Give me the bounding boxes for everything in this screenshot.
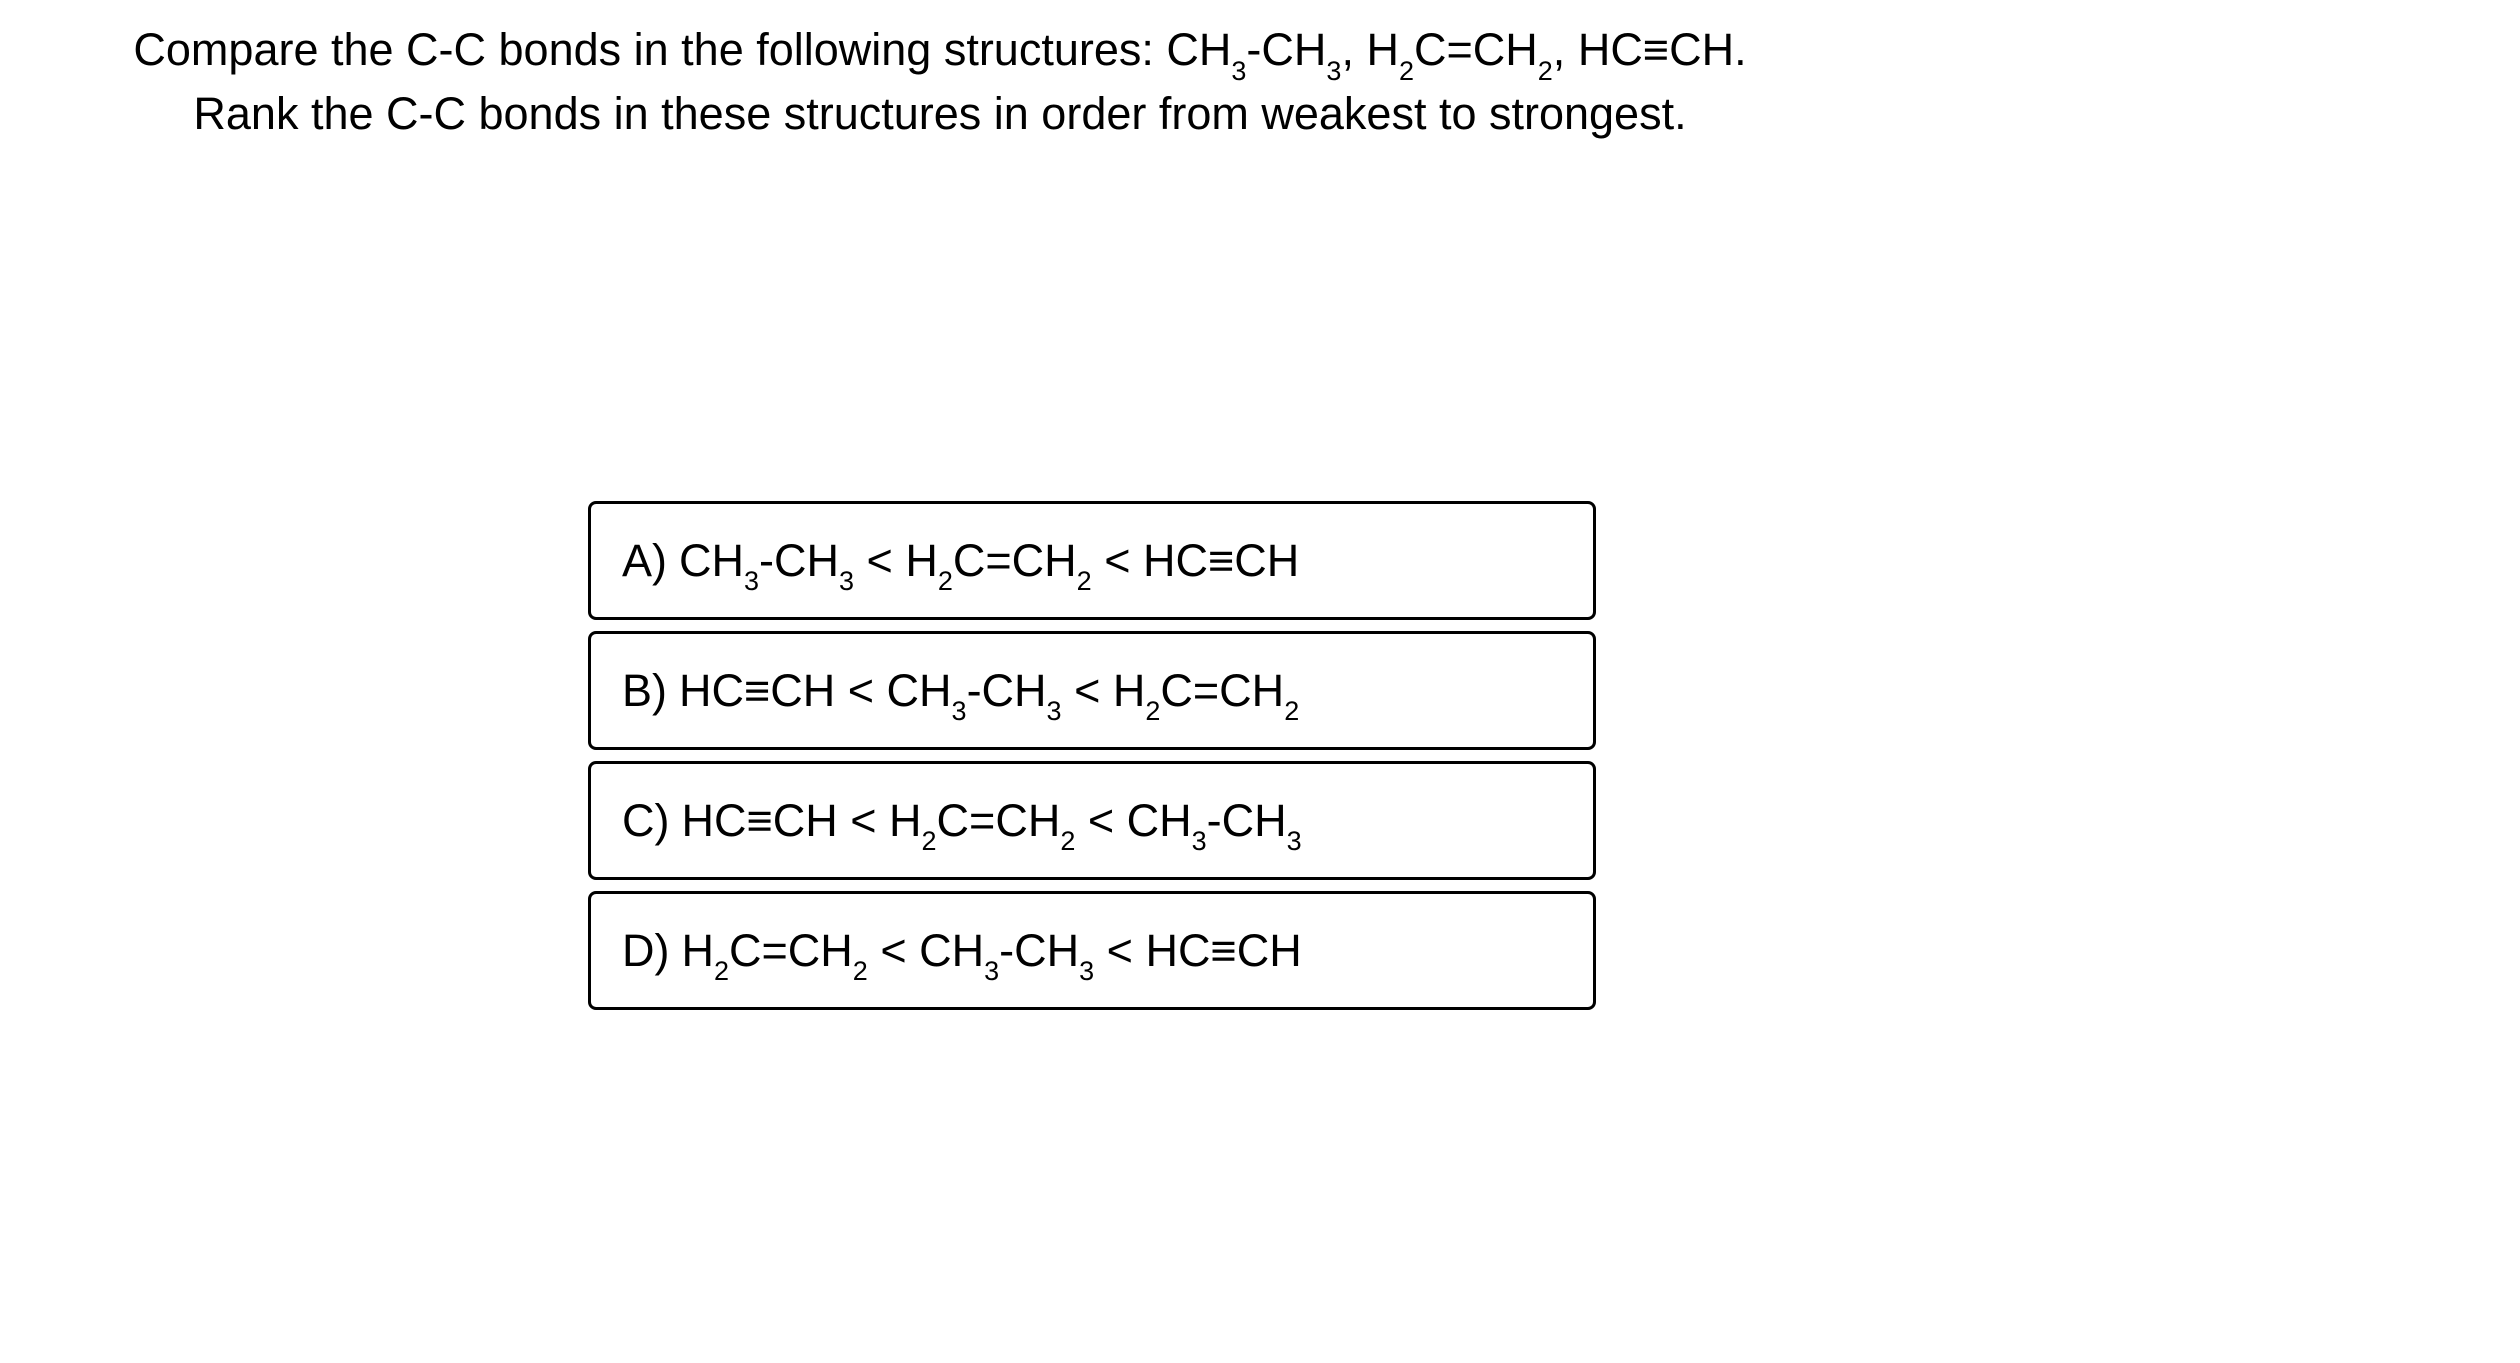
formula-text: < CH [1075, 794, 1192, 846]
formula-subscript: 3 [1231, 55, 1247, 86]
option-b-button[interactable] [588, 631, 1596, 750]
formula-text: -CH [759, 534, 840, 586]
option-b-formula [679, 664, 1300, 727]
formula-text: -CH [1246, 24, 1327, 75]
formula-subscript: 3 [839, 566, 855, 597]
question-prefix: Compare the C-C bonds in the following structures: [133, 24, 1167, 75]
formula-subscript: 3 [1286, 826, 1302, 857]
formula-text: CH [1166, 24, 1232, 75]
question-compounds [1166, 24, 1747, 86]
formula-subscript: 3 [744, 566, 760, 597]
formula-subscript: 2 [1398, 55, 1414, 86]
formula-text: < HC≡CH [1091, 534, 1300, 586]
option-d-button[interactable] [588, 891, 1596, 1010]
formula-subscript: 3 [1046, 696, 1062, 727]
option-a-formula [679, 534, 1300, 597]
formula-text: < CH [867, 924, 985, 976]
formula-text: C=CH [729, 924, 853, 976]
formula-subscript: 3 [984, 956, 1000, 987]
formula-text: H [1353, 24, 1399, 75]
formula-text: C=CH [936, 794, 1061, 846]
formula-subscript: 2 [1284, 696, 1300, 727]
formula-text: -CH [1206, 794, 1287, 846]
formula-subscript: 2 [1060, 826, 1076, 857]
formula-subscript: 2 [1537, 55, 1553, 86]
formula-text: < HC≡CH [1094, 924, 1302, 976]
formula-text: C=CH [952, 534, 1077, 586]
answer-options [588, 501, 1596, 1021]
formula-text: , [1552, 24, 1566, 75]
formula-text: H [681, 924, 714, 976]
formula-subscript: 2 [937, 566, 953, 597]
formula-subscript: 2 [1145, 696, 1161, 727]
formula-subscript: 3 [1326, 55, 1342, 86]
question-line-1 [0, 18, 1880, 86]
option-c-button[interactable] [588, 761, 1596, 880]
formula-subscript: 2 [921, 826, 937, 857]
option-d-formula [681, 924, 1302, 987]
formula-subscript: 3 [951, 696, 967, 727]
formula-text: < H [854, 534, 938, 586]
formula-subscript: 3 [1079, 956, 1095, 987]
formula-text: CH [679, 534, 744, 586]
option-letter: C) [622, 794, 670, 846]
formula-text: , [1341, 24, 1354, 75]
formula-subscript: 2 [1076, 566, 1092, 597]
formula-text: -CH [966, 664, 1047, 716]
option-c-formula [681, 794, 1302, 857]
question-text [0, 18, 1880, 146]
option-letter: D) [622, 924, 670, 976]
option-letter: A) [622, 534, 667, 586]
formula-text: HC≡CH < H [681, 794, 922, 846]
question-line-2: Rank the C-C bonds in these structures in order from weakest to strongest. [193, 88, 1687, 139]
formula-text: HC≡CH. [1565, 24, 1747, 75]
formula-text: C=CH [1413, 24, 1538, 75]
formula-subscript: 2 [852, 956, 868, 987]
formula-text: -CH [999, 924, 1080, 976]
formula-subscript: 3 [1191, 826, 1207, 857]
formula-text: C=CH [1160, 664, 1285, 716]
formula-text: HC≡CH < CH [679, 664, 952, 716]
option-letter: B) [622, 664, 667, 716]
formula-text: < H [1061, 664, 1146, 716]
formula-subscript: 2 [713, 956, 730, 987]
option-a-button[interactable] [588, 501, 1596, 620]
